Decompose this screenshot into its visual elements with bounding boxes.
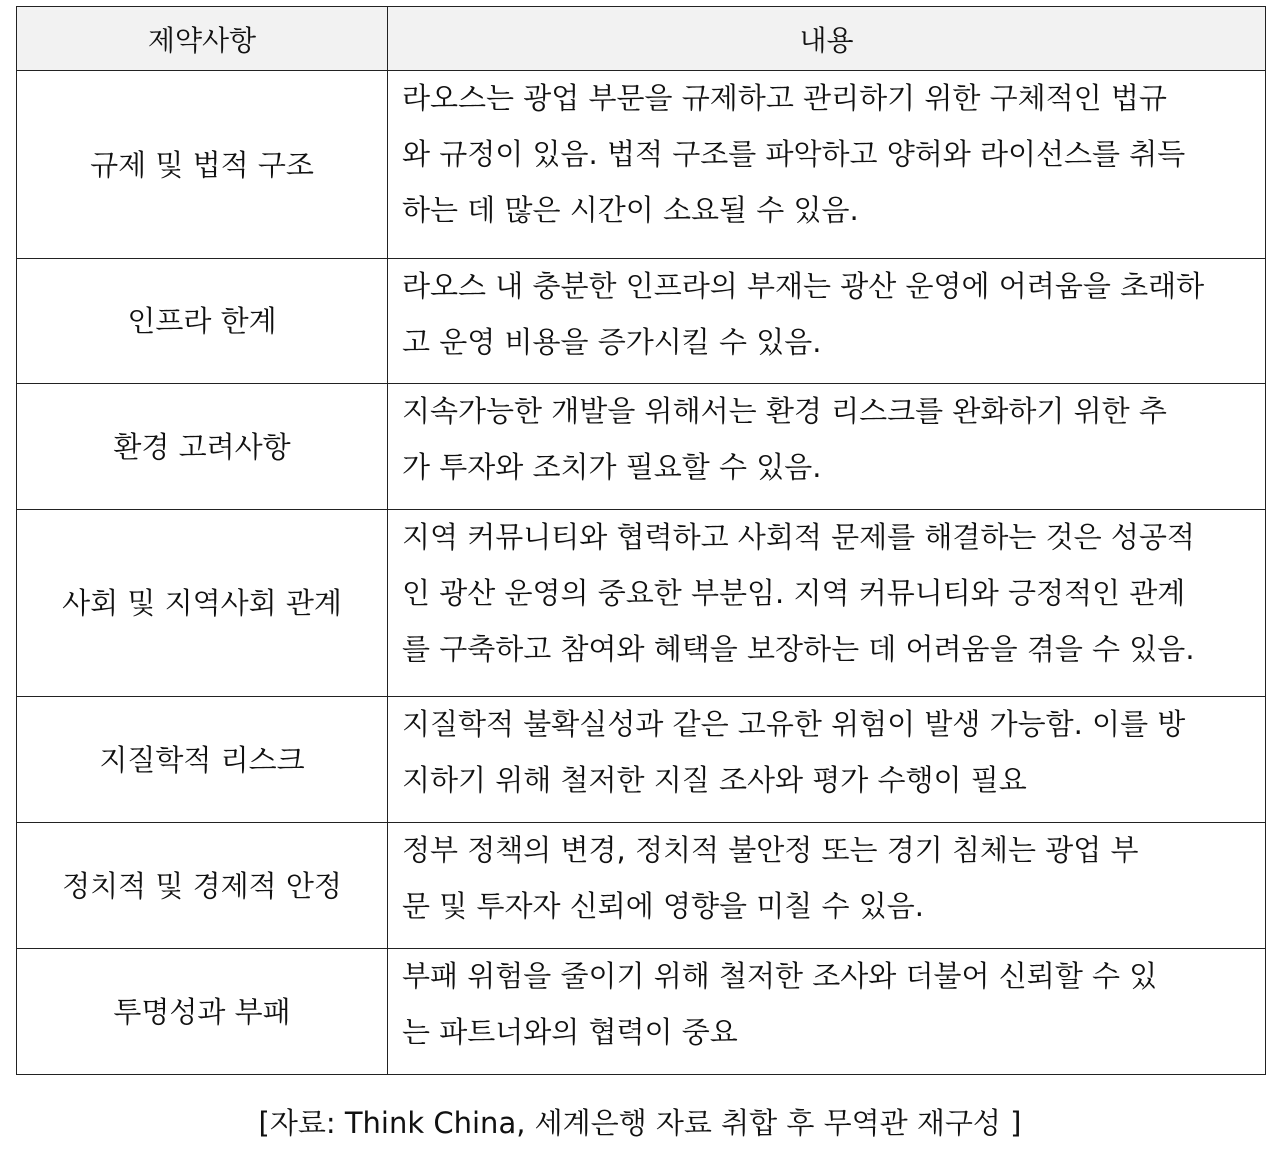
row-category: 인프라 한계	[17, 259, 388, 384]
description-line: 지역 커뮤니티와 협력하고 사회적 문제를 해결하는 것은 성공적	[402, 520, 1195, 554]
description-line: 하는 데 많은 시간이 소요될 수 있음.	[402, 193, 859, 227]
table-row	[17, 823, 1266, 949]
table-row	[17, 259, 1266, 384]
header-row	[17, 7, 1266, 71]
header-constraint: 제약사항	[17, 7, 388, 71]
table-row	[17, 71, 1266, 259]
description-line: 와 규정이 있음. 법적 구조를 파악하고 양허와 라이선스를 취득	[402, 137, 1186, 171]
description-line: 고 운영 비용을 증가시킬 수 있음.	[402, 325, 822, 359]
description-line: 문 및 투자자 신뢰에 영향을 미칠 수 있음.	[402, 889, 924, 923]
row-description	[388, 823, 1266, 949]
row-category: 지질학적 리스크	[17, 697, 388, 823]
description-line: 지속가능한 개발을 위해서는 환경 리스크를 완화하기 위한 추	[402, 394, 1167, 428]
table-row	[17, 510, 1266, 697]
row-category: 규제 및 법적 구조	[17, 71, 388, 259]
row-description	[388, 510, 1266, 697]
row-description	[388, 259, 1266, 384]
row-description	[388, 384, 1266, 510]
row-description	[388, 949, 1266, 1075]
row-category: 환경 고려사항	[17, 384, 388, 510]
table-row	[17, 949, 1266, 1075]
description-line: 지하기 위해 철저한 지질 조사와 평가 수행이 필요	[402, 763, 1027, 797]
row-category: 투명성과 부패	[17, 949, 388, 1075]
table-row	[17, 384, 1266, 510]
row-description	[388, 697, 1266, 823]
description-line: 라오스 내 충분한 인프라의 부재는 광산 운영에 어려움을 초래하	[402, 269, 1205, 303]
description-line: 지질학적 불확실성과 같은 고유한 위험이 발생 가능함. 이를 방	[402, 707, 1186, 741]
description-line: 가 투자와 조치가 필요할 수 있음.	[402, 450, 822, 484]
description-line: 부패 위험을 줄이기 위해 철저한 조사와 더불어 신뢰할 수 있	[402, 959, 1158, 993]
description-line: 를 구축하고 참여와 혜택을 보장하는 데 어려움을 겪을 수 있음.	[402, 632, 1195, 666]
description-line: 인 광산 운영의 중요한 부분임. 지역 커뮤니티와 긍정적인 관계	[402, 576, 1186, 610]
row-category: 정치적 및 경제적 안정	[17, 823, 388, 949]
constraints-table	[16, 6, 1266, 1075]
row-description	[388, 71, 1266, 259]
description-line: 라오스는 광업 부문을 규제하고 관리하기 위한 구체적인 법규	[402, 81, 1167, 115]
description-line: 는 파트너와의 협력이 중요	[402, 1015, 738, 1049]
description-line: 정부 정책의 변경, 정치적 불안정 또는 경기 침체는 광업 부	[402, 833, 1139, 867]
header-content: 내용	[388, 7, 1266, 71]
row-category: 사회 및 지역사회 관계	[17, 510, 388, 697]
source-caption: [자료: Think China, 세계은행 자료 취합 후 무역관 재구성 ]	[258, 1106, 1022, 1140]
table-row	[17, 697, 1266, 823]
